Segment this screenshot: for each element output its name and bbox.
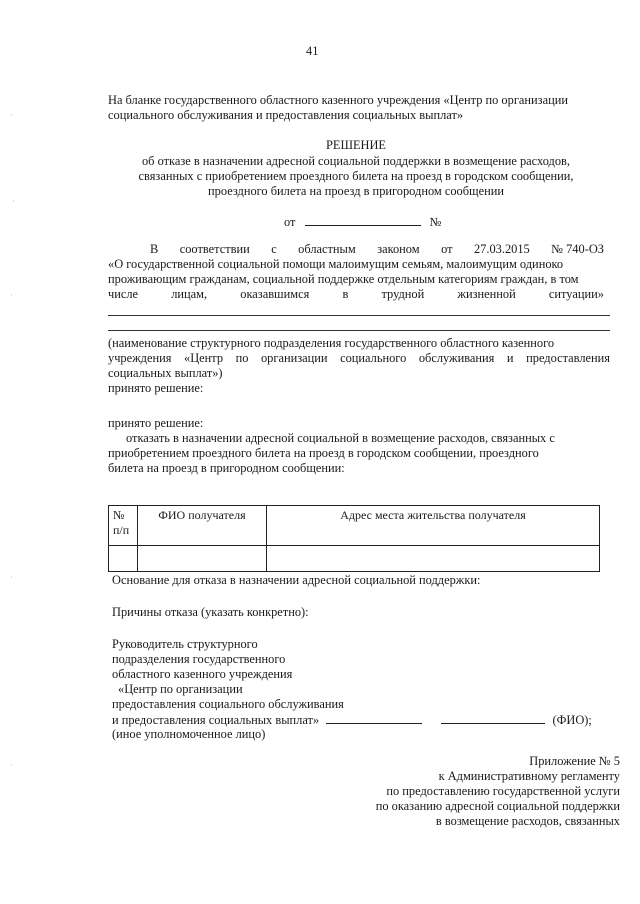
word: от bbox=[441, 242, 453, 256]
caption-line-3: социальных выплат») bbox=[108, 366, 223, 380]
decision-label-2: принято решение: bbox=[108, 416, 204, 430]
appendix-line-4: по оказанию адресной социальной поддержки bbox=[375, 799, 620, 813]
word: лицам, bbox=[171, 287, 208, 301]
table-cell bbox=[267, 546, 600, 572]
page-number: 41 bbox=[306, 44, 319, 58]
appendix-line-3: по предоставлению государственной услуги bbox=[386, 784, 620, 798]
word: в bbox=[342, 287, 349, 301]
scan-mark: · bbox=[10, 110, 13, 120]
signature-org-text: и предоставления социальных выплат» bbox=[112, 713, 320, 727]
scan-mark: · bbox=[10, 290, 13, 300]
word: законом bbox=[377, 242, 420, 256]
table-cell bbox=[138, 546, 267, 572]
word: ситуации» bbox=[548, 287, 604, 301]
word: трудной bbox=[381, 287, 425, 301]
fio-label: (ФИО); bbox=[552, 713, 592, 727]
title-line-1: об отказе в назначении адресной социальной поддержки в возмещение расходов, bbox=[141, 154, 570, 168]
refuse-line-3: билета на проезд в пригородном сообщении: bbox=[108, 461, 345, 475]
header-line-1: На бланке государственного областного казенного учреждения «Центр по организации bbox=[108, 93, 568, 107]
col-address-header: Адрес места жительства получателя bbox=[267, 506, 600, 546]
number-label: № bbox=[429, 215, 442, 229]
word: числе bbox=[108, 287, 139, 301]
date-blank bbox=[305, 214, 421, 226]
reasons-label: Причины отказа (указать конкретно): bbox=[112, 605, 309, 619]
body-line-1 bbox=[150, 242, 604, 258]
signature-blank bbox=[326, 712, 422, 724]
body-line-4 bbox=[108, 287, 604, 303]
date-line bbox=[284, 214, 442, 231]
word: соответствии bbox=[179, 242, 250, 256]
caption-line-2 bbox=[108, 351, 610, 367]
table-row bbox=[109, 546, 600, 572]
signature-line-3: областного казенного учреждения bbox=[112, 667, 293, 681]
refuse-line-2: приобретением проездного билета на проезд в городском сообщении, проездного bbox=[108, 446, 539, 460]
title-line-2: связанных с приобретением проездного билета на проезд в городском сообщении, bbox=[138, 169, 574, 183]
decision-label: принято решение: bbox=[108, 381, 204, 395]
signature-line-1: Руководитель структурного bbox=[112, 637, 258, 651]
appendix-line-1: Приложение № 5 bbox=[529, 754, 620, 768]
recipients-table bbox=[108, 505, 600, 572]
signature-line-5: предоставления социального обслуживания bbox=[112, 697, 344, 711]
fill-line bbox=[108, 315, 610, 316]
caption-line-1: (наименование структурного подразделения государственного областного казенного bbox=[108, 336, 555, 350]
signature-line-4: «Центр по организации bbox=[118, 682, 243, 696]
scan-mark: · bbox=[10, 760, 13, 770]
scan-mark: · bbox=[10, 572, 13, 582]
appendix-line-5: в возмещение расходов, связанных bbox=[435, 814, 620, 828]
word: В bbox=[150, 242, 159, 256]
col-name-header: ФИО получателя bbox=[138, 506, 267, 546]
refuse-line-1: отказать в назначении адресной социальной в возмещение расходов, связанных с bbox=[126, 431, 555, 445]
appendix-line-2: к Административному регламенту bbox=[438, 769, 620, 783]
table-cell bbox=[109, 546, 138, 572]
header-line-2: социального обслуживания и предоставления социальных выплат» bbox=[108, 108, 464, 122]
document-title: РЕШЕНИЕ bbox=[326, 138, 386, 152]
word: оказавшимся bbox=[240, 287, 310, 301]
signature-line-2: подразделения государственного bbox=[112, 652, 286, 666]
signature-line-7: (иное уполномоченное лицо) bbox=[112, 727, 266, 741]
col-number-header bbox=[109, 506, 138, 546]
date-from-label: от bbox=[284, 215, 296, 229]
scan-mark: · bbox=[12, 196, 15, 206]
word: жизненной bbox=[457, 287, 516, 301]
col-number-line-2: п/п bbox=[113, 523, 130, 537]
fill-line bbox=[108, 330, 610, 331]
table-header-row bbox=[109, 506, 600, 546]
basis-label: Основание для отказа в назначении адресной социальной поддержки: bbox=[112, 573, 481, 587]
caption-line-2-text: учреждения «Центр по организации социального обслуживания и предоставления bbox=[108, 351, 610, 365]
title-line-3: проездного билета на проезд в пригородном сообщении bbox=[208, 184, 504, 198]
law-number: № 740-ОЗ bbox=[551, 242, 604, 256]
word: с bbox=[271, 242, 277, 256]
col-number-line-1: № bbox=[113, 508, 125, 522]
fio-blank bbox=[441, 712, 545, 724]
body-line-2: «О государственной социальной помощи малоимущим семьям, малоимущим одиноко bbox=[108, 257, 564, 271]
body-line-3: проживающим гражданам, социальной поддержке отдельным категориям граждан, в том bbox=[108, 272, 579, 286]
law-date: 27.03.2015 bbox=[473, 242, 530, 256]
word: областным bbox=[298, 242, 356, 256]
